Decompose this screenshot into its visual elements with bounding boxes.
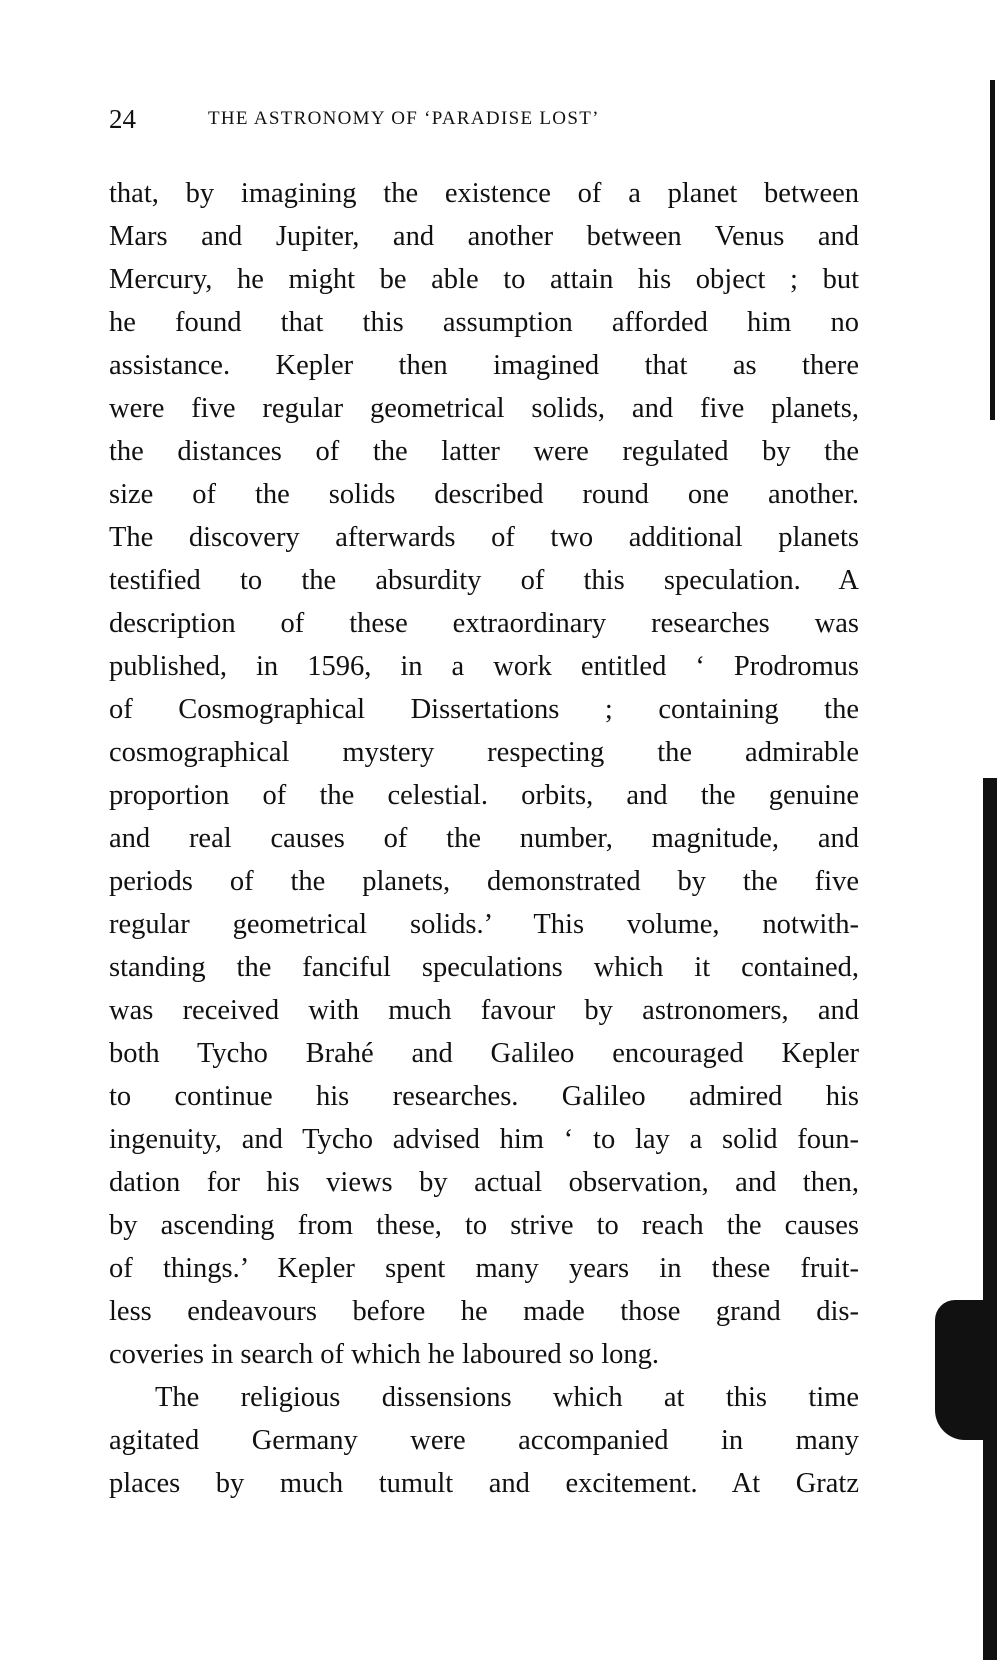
scan-edge-blob <box>935 1300 997 1440</box>
text-line: less endeavours before he made those grand dis- <box>109 1296 859 1327</box>
scan-edge-lower <box>983 778 997 1660</box>
text-line: of things.’ Kepler spent many years in these fruit- <box>109 1253 859 1284</box>
text-line: by ascending from these, to strive to reach the causes <box>109 1210 859 1241</box>
text-line: cosmographical mystery respecting the admirable <box>109 737 859 768</box>
page-number: 24 <box>109 104 136 134</box>
text-line: size of the solids described round one another. <box>109 479 859 510</box>
text-line: were five regular geometrical solids, and five planets, <box>109 393 859 424</box>
text-line: ingenuity, and Tycho advised him ‘ to lay a solid foun- <box>109 1124 859 1155</box>
text-line: The religious dissensions which at this time <box>155 1382 859 1413</box>
text-line: standing the fanciful speculations which it contained, <box>109 952 859 983</box>
text-line: agitated Germany were accompanied in many <box>109 1425 859 1456</box>
text-line: to continue his researches. Galileo admired his <box>109 1081 859 1112</box>
text-line: was received with much favour by astronomers, and <box>109 995 859 1026</box>
scan-edge-upper <box>990 80 995 420</box>
text-line: of Cosmographical Dissertations ; containing the <box>109 694 859 725</box>
text-line: he found that this assumption afforded him no <box>109 307 859 338</box>
text-line: places by much tumult and excitement. At Gratz <box>109 1468 859 1499</box>
text-line: dation for his views by actual observation, and then, <box>109 1167 859 1198</box>
text-line: assistance. Kepler then imagined that as there <box>109 350 859 381</box>
page-body <box>109 172 859 1505</box>
text-line: Mars and Jupiter, and another between Venus and <box>109 221 859 252</box>
text-line: The discovery afterwards of two additional planets <box>109 522 859 553</box>
running-title: THE ASTRONOMY OF ‘PARADISE LOST’ <box>208 108 600 129</box>
text-line: regular geometrical solids.’ This volume, notwith- <box>109 909 859 940</box>
text-line: Mercury, he might be able to attain his object ; but <box>109 264 859 295</box>
text-line: published, in 1596, in a work entitled ‘ Prodromus <box>109 651 859 682</box>
text-line: that, by imagining the existence of a planet between <box>109 178 859 209</box>
text-line: description of these extraordinary researches was <box>109 608 859 639</box>
text-line: coveries in search of which he laboured so long. <box>109 1339 660 1370</box>
text-line: and real causes of the number, magnitude, and <box>109 823 859 854</box>
text-line: the distances of the latter were regulated by the <box>109 436 859 467</box>
running-header <box>109 104 769 140</box>
text-line: both Tycho Brahé and Galileo encouraged Kepler <box>109 1038 859 1069</box>
text-line: proportion of the celestial. orbits, and the genuine <box>109 780 859 811</box>
text-line: periods of the planets, demonstrated by the five <box>109 866 859 897</box>
text-line: testified to the absurdity of this speculation. A <box>109 565 859 596</box>
